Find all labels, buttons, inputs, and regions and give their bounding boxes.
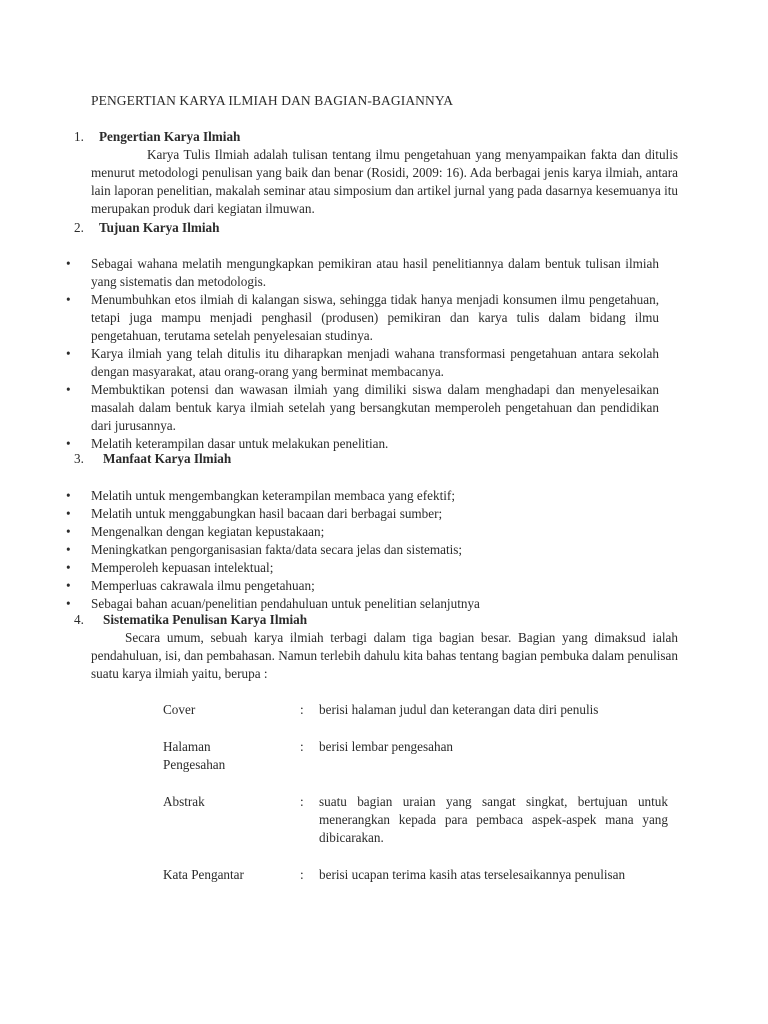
- row-colon: :: [300, 794, 304, 809]
- list-item: [0, 559, 768, 577]
- list-item: [0, 255, 768, 291]
- bullet-icon: •: [66, 524, 71, 539]
- row-colon: :: [300, 739, 304, 754]
- tujuan-list: [0, 255, 768, 453]
- list-item: [0, 541, 768, 559]
- bullet-icon: •: [66, 560, 71, 575]
- row-term: Halaman Pengesahan: [163, 739, 226, 772]
- section-2-heading: [74, 219, 220, 237]
- list-item-text: Menumbuhkan etos ilmiah di kalangan siswa, sehingga tidak hanya menjadi konsumen ilmu pengetahuan, tetapi juga mampu menjadi penghasil (produsen) pemikiran dan karya tulis dalam bidang ilmu pengetahuan, terutama setelah penyelesaian studinya.: [91, 292, 659, 343]
- list-item-text: Meningkatkan pengorganisasian fakta/data secara jelas dan sistematis;: [91, 542, 463, 557]
- row-term: Cover: [163, 702, 196, 717]
- row-term: Abstrak: [163, 794, 205, 809]
- section-1-paragraph: Karya Tulis Ilmiah adalah tulisan tentang ilmu pengetahuan yang menyampaikan fakta dan ditulis menurut metodologi penulisan yang baik dan benar (Rosidi, 2009: 16). Ada berbagai jenis karya ilmiah, antara lain laporan penelitian, makalah seminar atau simposium dan artikel jurnal yang pada dasarnya kesemuanya itu merupakan produk dari kegiatan ilmuwan.: [91, 147, 679, 216]
- list-item: [0, 291, 768, 345]
- list-item-text: Karya ilmiah yang telah ditulis itu diharapkan menjadi wahana transformasi pengetahuan antara sekolah dengan masyarakat, atau orang-orang yang berminat membacanya.: [91, 346, 659, 379]
- row-colon: :: [300, 702, 304, 717]
- bullet-icon: •: [66, 292, 71, 307]
- list-item-text: Mengenalkan dengan kegiatan kepustakaan;: [91, 524, 325, 539]
- section-2-title: Tujuan Karya Ilmiah: [99, 220, 220, 235]
- bullet-icon: •: [66, 506, 71, 521]
- row-desc: berisi halaman judul dan keterangan data diri penulis: [319, 702, 599, 717]
- section-4-title: Sistematika Penulisan Karya Ilmiah: [103, 612, 308, 627]
- list-item: [0, 505, 768, 523]
- section-3-number: 3.: [74, 451, 84, 466]
- bullet-icon: •: [66, 382, 71, 397]
- row-desc: berisi ucapan terima kasih atas terselesaikannya penulisan: [319, 867, 626, 882]
- list-item-text: Membuktikan potensi dan wawasan ilmiah yang dimiliki siswa dalam menghadapi dan menyelesaikan masalah dalam bentuk karya ilmiah setelah yang bersangkutan memperoleh pengetahuan dan pendidikan dari jurusannya.: [91, 382, 659, 433]
- bullet-icon: •: [66, 578, 71, 593]
- section-1-title: Pengertian Karya Ilmiah: [99, 129, 241, 144]
- section-1-heading: [74, 128, 241, 146]
- list-item: [0, 577, 768, 595]
- list-item: [0, 345, 768, 381]
- row-desc: suatu bagian uraian yang sangat singkat, bertujuan untuk menerangkan kepada para pembaca aspek-aspek mana yang dibicarakan.: [319, 794, 668, 845]
- list-item: [0, 381, 768, 435]
- row-colon: :: [300, 867, 304, 882]
- bullet-icon: •: [66, 596, 71, 611]
- list-item-text: Sebagai bahan acuan/penelitian pendahuluan untuk penelitian selanjutnya: [91, 596, 480, 611]
- section-4-number: 4.: [74, 612, 84, 627]
- section-1-number: 1.: [74, 129, 84, 144]
- list-item-text: Memperluas cakrawala ilmu pengetahuan;: [91, 578, 315, 593]
- list-item-text: Melatih untuk mengembangkan keterampilan membaca yang efektif;: [91, 488, 455, 503]
- list-item-text: Melatih untuk menggabungkan hasil bacaan dari berbagai sumber;: [91, 506, 443, 521]
- list-item-text: Memperoleh kepuasan intelektual;: [91, 560, 274, 575]
- section-3-heading: [74, 450, 232, 468]
- bullet-icon: •: [66, 256, 71, 271]
- list-item-text: Melatih keterampilan dasar untuk melakukan penelitian.: [91, 436, 389, 451]
- row-term: Kata Pengantar: [163, 867, 244, 882]
- bullet-icon: •: [66, 436, 71, 451]
- bullet-icon: •: [66, 542, 71, 557]
- manfaat-list: [0, 487, 768, 613]
- list-item: [0, 523, 768, 541]
- bullet-icon: •: [66, 346, 71, 361]
- list-item-text: Sebagai wahana melatih mengungkapkan pemikiran atau hasil penelitiannya dalam bentuk tulisan ilmiah yang sistematis dan metodologis.: [91, 256, 659, 289]
- bullet-icon: •: [66, 488, 71, 503]
- row-desc: berisi lembar pengesahan: [319, 739, 454, 754]
- section-4-heading: [74, 611, 308, 629]
- section-4-paragraph: Secara umum, sebuah karya ilmiah terbagi dalam tiga bagian besar. Bagian yang dimaksud ialah pendahuluan, isi, dan pembahasan. Namun terlebih dahulu kita bahas tentang bagian pembuka dalam penulisan suatu karya ilmiah yaitu, berupa :: [91, 630, 678, 681]
- section-3-title: Manfaat Karya Ilmiah: [103, 451, 232, 466]
- list-item: [0, 487, 768, 505]
- section-2-number: 2.: [74, 220, 84, 235]
- document-title: PENGERTIAN KARYA ILMIAH DAN BAGIAN-BAGIANNYA: [91, 93, 454, 108]
